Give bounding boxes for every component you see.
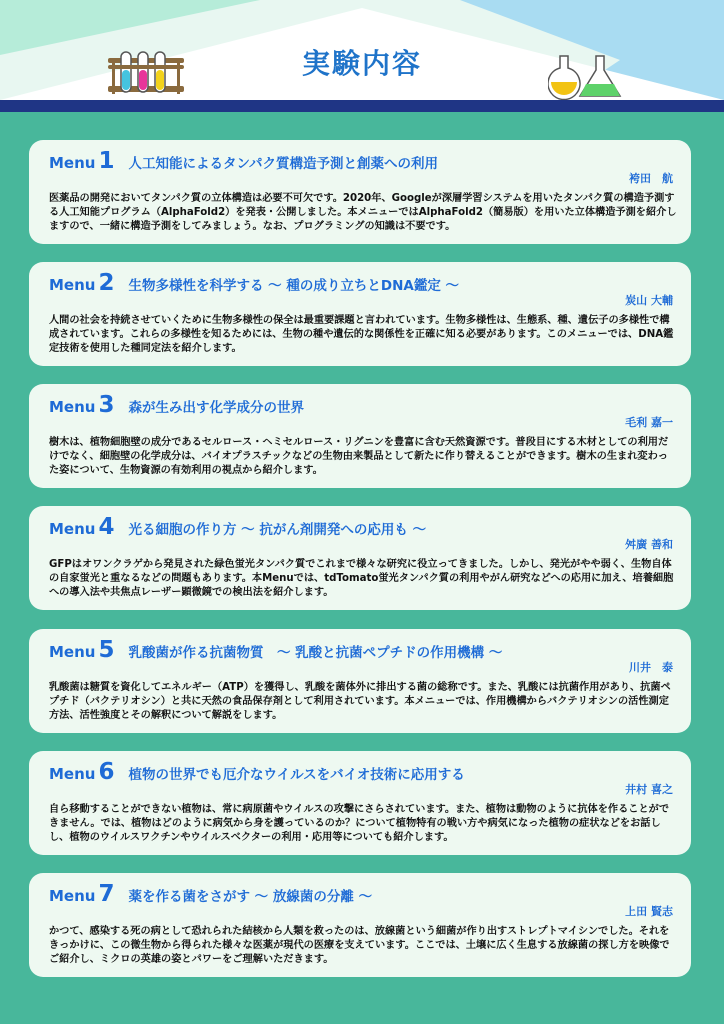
menu-label: Menu (49, 154, 96, 172)
menu-number: 4 (98, 514, 115, 540)
menu-description: 乳酸菌は糖質を資化してエネルギー（ATP）を獲得し、乳酸を菌体外に排出する菌の総称です。また、乳酸には抗菌作用があり、抗菌ペプチド（バクテリオシン）と共に天然の食品保存剤として利用されています。本メニューでは、作用機構からバクテリオシンの活性測定方法、活性強度とその解釈について解説をします。 (49, 682, 671, 721)
menu-description: 医薬品の開発においてタンパク質の立体構造は必要不可欠です。2020年、Googleが深層学習システムを用いたタンパク質の構造予測する人工知能プログラム（AlphaFold2）を発表・公開しました。本メニューではAlphaFold2（簡易版）を用いた立体構造予測を紹介しますので、一緒に構造予測をしてみましょう。なお、プログラミングの知識は不要です。 (49, 193, 677, 232)
menu-description: かつて、感染する死の病として恐れられた結核から人類を救ったのは、放線菌という細菌が作り出すストレプトマイシンでした。それをきっかけに、この微生物から得られた様々な医薬が現代の医療を支えています。ここでは、土壌に広く生息する放線菌の探し方を映像でご紹介し、ミクロの英雄の姿とパワーをご理解いただきます。 (49, 926, 670, 965)
menu-label: Menu (49, 643, 96, 661)
menu-presenter: 上田 賢志 (625, 905, 673, 918)
menu-label: Menu (49, 520, 96, 538)
menu-title: 薬を作る菌をさがす ～ 放線菌の分離 ～ (128, 889, 373, 905)
menu-label: Menu (49, 887, 96, 905)
menu-number: 1 (98, 148, 115, 174)
menu-number: 2 (98, 270, 115, 296)
menu-title: 森が生み出す化学成分の世界 (128, 400, 304, 416)
flasks-icon (548, 52, 628, 100)
menu-heading (49, 514, 426, 540)
menu-description: 自ら移動することができない植物は、常に病原菌やウイルスの攻撃にさらされています。また、植物は動物のように抗体を作ることができません。では、植物はどのように病気から身を護っているのか？について植物特有の戦い方や病気になった植物の症状などをお話しし、植物のウイルスワクチンやウイルスベクターの利用・応用等についても紹介します。 (49, 804, 670, 843)
menu-card-6 (29, 751, 691, 855)
menu-label: Menu (49, 765, 96, 783)
menu-card-3 (29, 384, 691, 488)
menu-description: 樹木は、植物細胞壁の成分であるセルロース・ヘミセルロース・リグニンを豊富に含む天然資源です。普段目にする木材としての利用だけでなく、細胞壁の化学成分は、バイオプラスチックなどの生物由来製品として新たに作り替えることができます。樹木の生まれ変わった姿について、生物資源の有効利用の視点から紹介します。 (49, 437, 669, 476)
menu-heading (49, 148, 438, 174)
menu-card-4 (29, 506, 691, 610)
page-title: 実験内容 (301, 47, 422, 80)
menu-presenter: 井村 喜之 (625, 783, 673, 796)
menu-title: 植物の世界でも厄介なウイルスをバイオ技術に応用する (128, 767, 465, 783)
menu-number: 6 (98, 759, 115, 785)
menu-presenter: 舛廣 善和 (625, 538, 673, 551)
menu-heading (49, 759, 465, 785)
menu-number: 3 (98, 392, 115, 418)
menu-card-5 (29, 629, 691, 733)
menu-number: 5 (98, 637, 115, 663)
menu-title: 光る細胞の作り方 ～ 抗がん剤開発への応用も ～ (128, 522, 427, 538)
menu-presenter: 袴田 航 (629, 172, 673, 185)
menu-presenter: 炭山 大輔 (625, 294, 673, 307)
menu-heading (49, 270, 459, 296)
menu-number: 7 (98, 881, 115, 907)
page-header (0, 0, 724, 100)
menu-heading (49, 637, 502, 663)
menu-description: GFPはオワンクラゲから発見された緑色蛍光タンパク質でこれまで様々な研究に役立ってきました。しかし、発光がやや弱く、生物自体の自家蛍光と重なるなどの問題もあります。本Menuでは、tdTomato蛍光タンパク質の利用やがん研究などへの応用に加え、培養細胞への導入法や共焦点レーザー顕微鏡での検出法を紹介します。 (49, 559, 674, 598)
menu-presenter: 川井 泰 (629, 661, 673, 674)
menu-title: 乳酸菌が作る抗菌物質 ～ 乳酸と抗菌ペプチドの作用機構 ～ (128, 645, 503, 661)
menu-card-7 (29, 873, 691, 977)
menu-label: Menu (49, 276, 96, 294)
menu-title: 人工知能によるタンパク質構造予測と創薬への利用 (128, 156, 439, 172)
header-bar (0, 100, 724, 112)
menu-card-2 (29, 262, 691, 366)
test-tubes-icon (106, 48, 186, 98)
menu-heading (49, 881, 372, 907)
menu-presenter: 毛利 嘉一 (625, 416, 673, 429)
menu-heading (49, 392, 304, 418)
menu-description: 人間の社会を持続させていくために生物多様性の保全は最重要課題と言われています。生物多様性は、生態系、種、遺伝子の多様性で構成されています。これらの多様性を知るためには、生物の種や遺伝的な関係性を正確に知る必要があります。このメニューでは、DNA鑑定技術を使用した種同定法を紹介します。 (49, 315, 674, 354)
header-strip (0, 112, 724, 130)
menu-card-1 (29, 140, 691, 244)
menu-title: 生物多様性を科学する ～ 種の成り立ちとDNA鑑定 ～ (128, 278, 460, 294)
menu-label: Menu (49, 398, 96, 416)
